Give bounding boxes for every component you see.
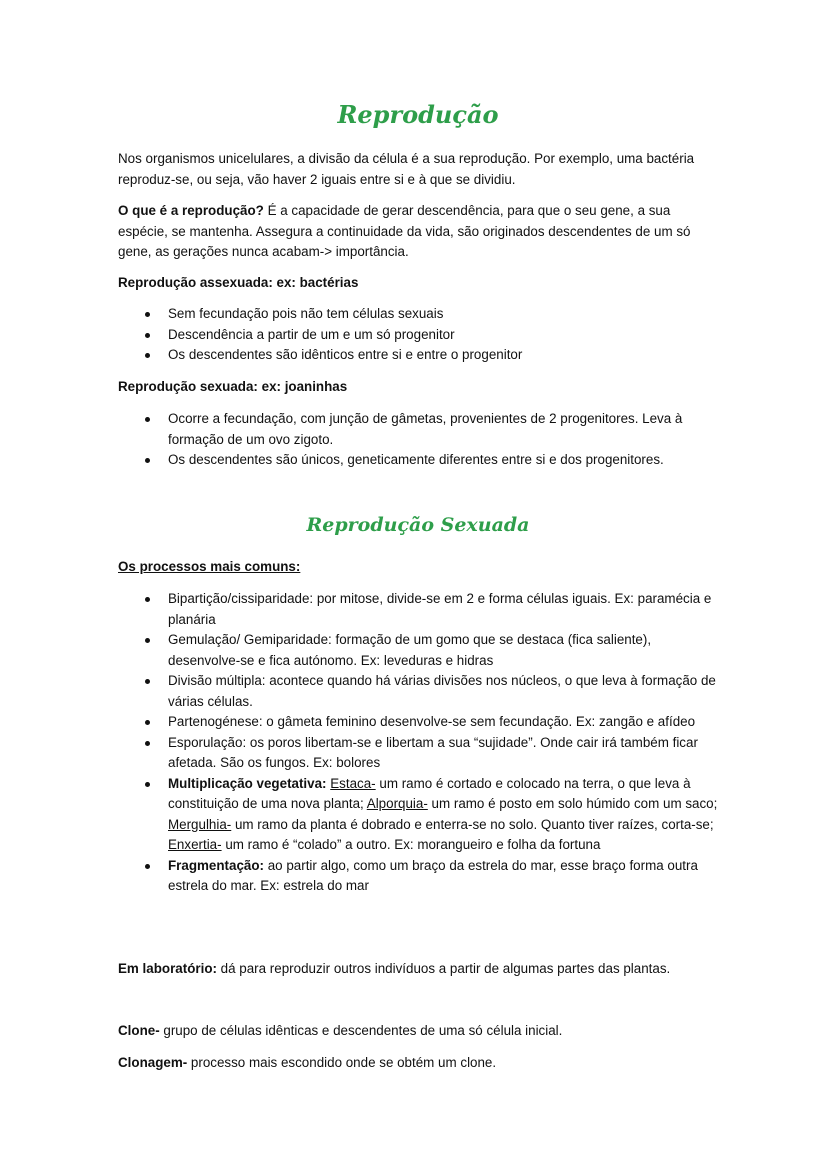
list-item: Bipartição/cissiparidade: por mitose, divide-se em 2 e forma células iguais. Ex: paramécia e planária [118,589,718,630]
term-mergulhia: Mergulhia- [168,816,232,832]
term-alporquia: Alporquia- [366,796,428,811]
asexual-list [118,304,718,366]
list-item-fragmentation: Fragmentação: ao partir algo, como um braço da estrela do mar, esse braço forma outra estrela do mar. Ex: estrela do mar [118,856,718,897]
list-item: Os descendentes são únicos, geneticamente diferentes entre si e dos progenitores. [118,450,718,471]
list-item: Descendência a partir de um e um só progenitor [118,325,718,346]
list-item: Gemulação/ Gemiparidade: formação de um gomo que se destaca (fica saliente), desenvolve-se e fica autónomo. Ex: leveduras e hidras [118,630,718,671]
list-item: Sem fecundação pois não tem células sexuais [118,304,718,325]
list-item-vegetative: Multiplicação vegetativa: Estaca- um ramo é cortado e colocado na terra, o que leva à constituição de uma nova planta; Alporquia- um ramo é posto em solo húmido com um saco; Mergulhia- um ramo da planta é dobrado e enterra-se no solo. Quanto tiver raízes, corta-se; Enxertia- um ramo é “colado” a outro. Ex: morangueiro e folha da fortuna [118,774,718,856]
term-enxertia: Enxertia- [168,837,222,852]
processes-list [118,589,718,897]
asexual-heading: Reprodução assexuada: ex: bactérias [118,275,359,290]
processes-heading: Os processos mais comuns: [118,559,301,574]
sexual-heading: Reprodução sexuada: ex: joaninhas [118,379,348,394]
list-item: Ocorre a fecundação, com junção de gâmetas, provenientes de 2 progenitores. Leva à formação de um ovo zigoto. [118,409,718,450]
what-is-paragraph [118,201,718,263]
lab-paragraph: Em laboratório: dá para reproduzir outros indivíduos a partir de algumas partes das plantas. [118,961,671,976]
what-is-answer: É a capacidade de gerar descendência, para que o seu gene, a sua espécie, se mantenha. Assegura a continuidade da vida, são originados descendentes de um só gene, as gerações nunca acabam-> importância. [118,203,691,259]
clone-paragraph: Clone- grupo de células idênticas e descendentes de uma só célula inicial. [118,1023,563,1038]
main-title: Reprodução [337,100,499,129]
intro-paragraph: Nos organismos unicelulares, a divisão da célula é a sua reprodução. Por exemplo, uma bactéria reproduz-se, ou seja, vão haver 2 iguais entre si e à que se dividiu. [118,151,695,187]
list-item: Os descendentes são idênticos entre si e entre o progenitor [118,345,718,366]
what-is-question: O que é a reprodução? [118,203,264,218]
sexual-list [118,409,718,471]
cloning-paragraph: Clonagem- processo mais escondido onde se obtém um clone. [118,1055,497,1070]
list-item: Divisão múltipla: acontece quando há várias divisões nos núcleos, o que leva à formação de várias células. [118,671,718,712]
term-estaca: Estaca- [330,775,376,791]
list-item: Partenogénese: o gâmeta feminino desenvolve-se sem fecundação. Ex: zangão e afídeo [118,712,718,733]
list-item: Esporulação: os poros libertam-se e libertam a sua “sujidade”. Onde cair irá também ficar afetada. São os fungos. Ex: bolores [118,733,718,774]
section-title-sexual: Reprodução Sexuada [306,514,530,536]
